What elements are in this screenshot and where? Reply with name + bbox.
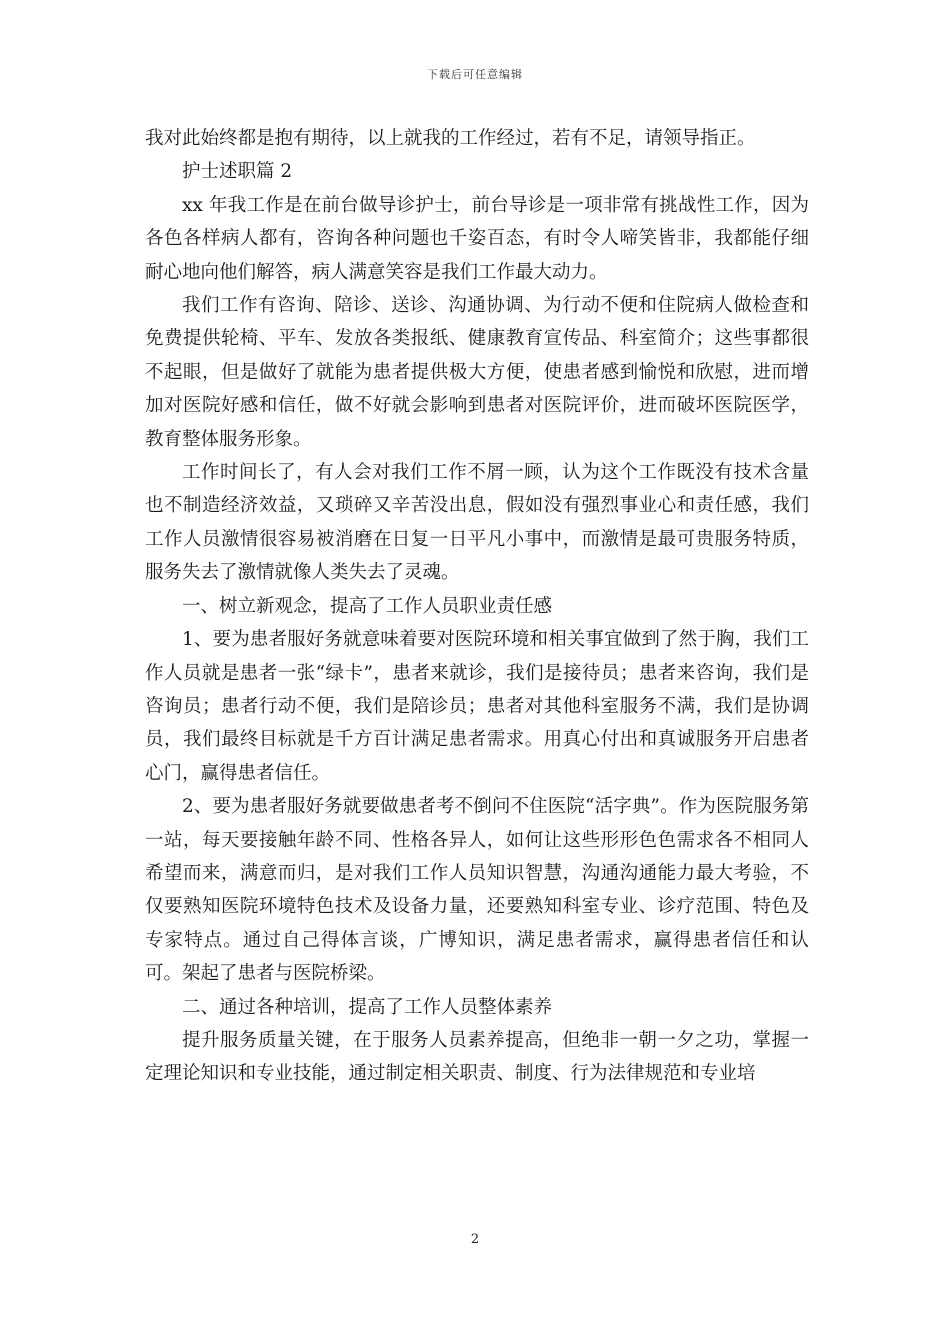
paragraph: 1、要为患者服好务就意味着要对医院环境和相关事宜做到了然于胸，我们工作人员就是患者一张“绿卡”，患者来就诊，我们是接待员；患者来咨询，我们是咨询员；患者行动不便，我们是陪诊员；患者对其他科室服务不满，我们是协调员，我们最终目标就是千方百计满足患者需求。用真心付出和真诚服务开启患者心门，赢得患者信任。 <box>145 629 809 784</box>
paragraph: 我们工作有咨询、陪诊、送诊、沟通协调、为行动不便和住院病人做检查和免费提供轮椅、平车、发放各类报纸、健康教育宣传品、科室简介；这些事都很不起眼，但是做好了就能为患者提供极大方便，使患者感到愉悦和欣慰，进而增加对医院好感和信任，做不好就会影响到患者对医院评价，进而破坏医院医学，教育整体服务形象。 <box>145 295 809 450</box>
paragraph: xx 年我工作是在前台做导诊护士，前台导诊是一项非常有挑战性工作，因为各色各样病人都有，咨询各种问题也千姿百态，有时令人啼笑皆非，我都能仔细耐心地向他们解答，病人满意笑容是我们工作最大动力。 <box>145 194 809 283</box>
subsection-heading: 二、通过各种培训，提高了工作人员整体素养 <box>182 996 553 1018</box>
subsection-heading: 一、树立新观念，提高了工作人员职业责任感 <box>182 595 553 617</box>
document-body <box>145 122 809 1091</box>
paragraph: 工作时间长了，有人会对我们工作不屑一顾，认为这个工作既没有技术含量也不制造经济效益，又琐碎又辛苦没出息，假如没有强烈事业心和责任感，我们工作人员激情很容易被消磨在日复一日平凡小事中，而激情是最可贵服务特质，服务失去了激情就像人类失去了灵魂。 <box>145 462 809 584</box>
page-header: 下载后可任意编辑 <box>427 68 523 81</box>
paragraph: 2、要为患者服好务就要做患者考不倒问不住医院“活字典”。作为医院服务第一站，每天要接触年龄不同、性格各异人，如何让这些形形色色需求各不相同人希望而来，满意而归，是对我们工作人员知识智慧，沟通沟通能力最大考验，不仅要熟知医院环境特色技术及设备力量，还要熟知科室专业、诊疗范围、特色及专家特点。通过自己得体言谈，广博知识，满足患者需求，赢得患者信任和认可。架起了患者与医院桥梁。 <box>145 796 809 985</box>
paragraph-closing-line: 我对此始终都是抱有期待，以上就我的工作经过，若有不足，请领导指正。 <box>145 128 756 149</box>
page-number: 2 <box>470 1232 480 1247</box>
paragraph: 提升服务质量关键，在于服务人员素养提高，但绝非一朝一夕之功，掌握一定理论知识和专业技能，通过制定相关职责、制度、行为法律规范和专业培 <box>145 1029 809 1085</box>
section-title: 护士述职篇 2 <box>182 161 293 183</box>
